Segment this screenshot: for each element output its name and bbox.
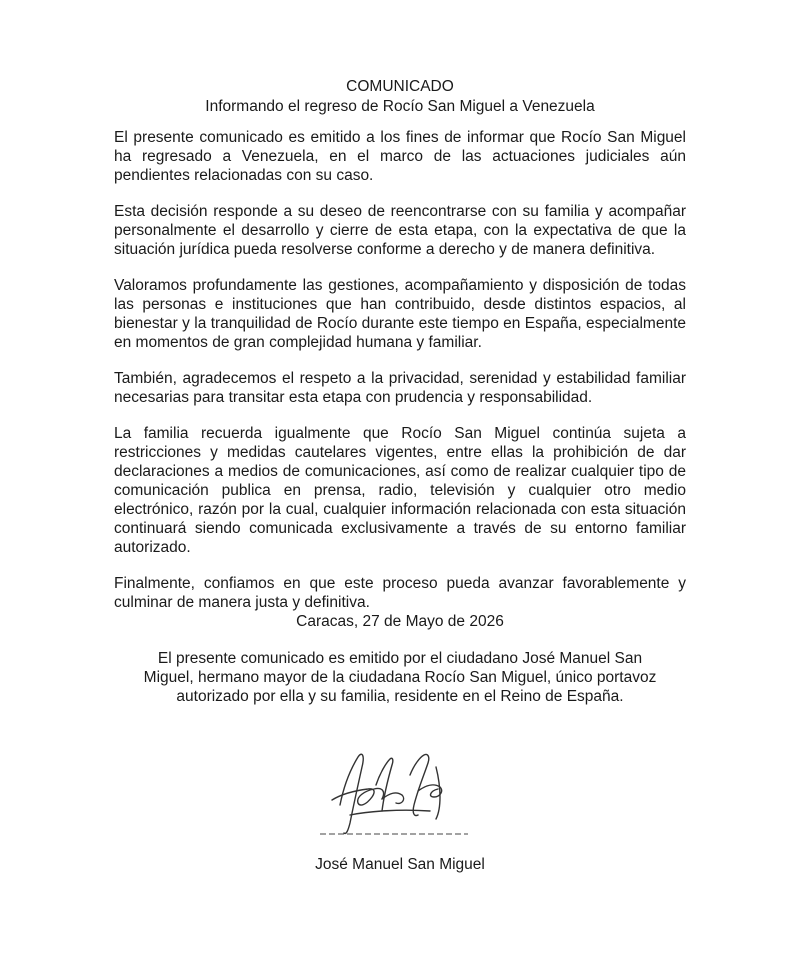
paragraph: También, agradecemos el respeto a la privacidad, serenidad y estabilidad familiar necesarias para transitar esta etapa con prudencia y responsabilidad. — [114, 370, 686, 406]
paragraph: Esta decisión responde a su deseo de reencontrarse con su familia y acompañar personalmente el desarrollo y cierre de esta etapa, con la expectativa de que la situación jurídica pueda resolverse conforme a derecho y de manera definitiva. — [114, 203, 686, 258]
paragraph: El presente comunicado es emitido a los fines de informar que Rocío San Miguel ha regresado a Venezuela, en el marco de las actuaciones judiciales aún pendientes relacionadas con su caso. — [114, 129, 686, 184]
document-body — [114, 128, 686, 629]
paragraph: Finalmente, confiamos en que este proceso pueda avanzar favorablemente y culminar de manera justa y definitiva. — [114, 575, 686, 611]
document-title: COMUNICADO — [346, 78, 454, 95]
footer-note: El presente comunicado es emitido por el ciudadano José Manuel San Miguel, hermano mayor de la ciudadana Rocío San Miguel, único portavoz autorizado por ella y su familia, residente en el Reino de España. — [143, 650, 657, 705]
document-subtitle: Informando el regreso de Rocío San Miguel a Venezuela — [205, 98, 595, 115]
place-date: Caracas, 27 de Mayo de 2026 — [296, 613, 504, 630]
document-header — [0, 77, 800, 117]
handwritten-signature — [310, 745, 490, 845]
paragraph: La familia recuerda igualmente que Rocío San Miguel continúa sujeta a restricciones y medidas cautelares vigentes, entre ellas la prohibición de dar declaraciones a medios de comunicaciones, así como de realizar cualquier tipo de comunicación publica en prensa, radio, televisión y cualquier otro medio electrónico, razón por la cual, cualquier información relacionada con esta situación continuará siendo comunicada exclusivamente a través de su entorno familiar autorizado. — [114, 425, 686, 556]
signer-name: José Manuel San Miguel — [315, 856, 485, 873]
paragraph: Valoramos profundamente las gestiones, acompañamiento y disposición de todas las personas e instituciones que han contribuido, desde distintos espacios, al bienestar y la tranquilidad de Rocío durante este tiempo en España, especialmente en momentos de gran complejidad humana y familiar. — [114, 277, 686, 351]
